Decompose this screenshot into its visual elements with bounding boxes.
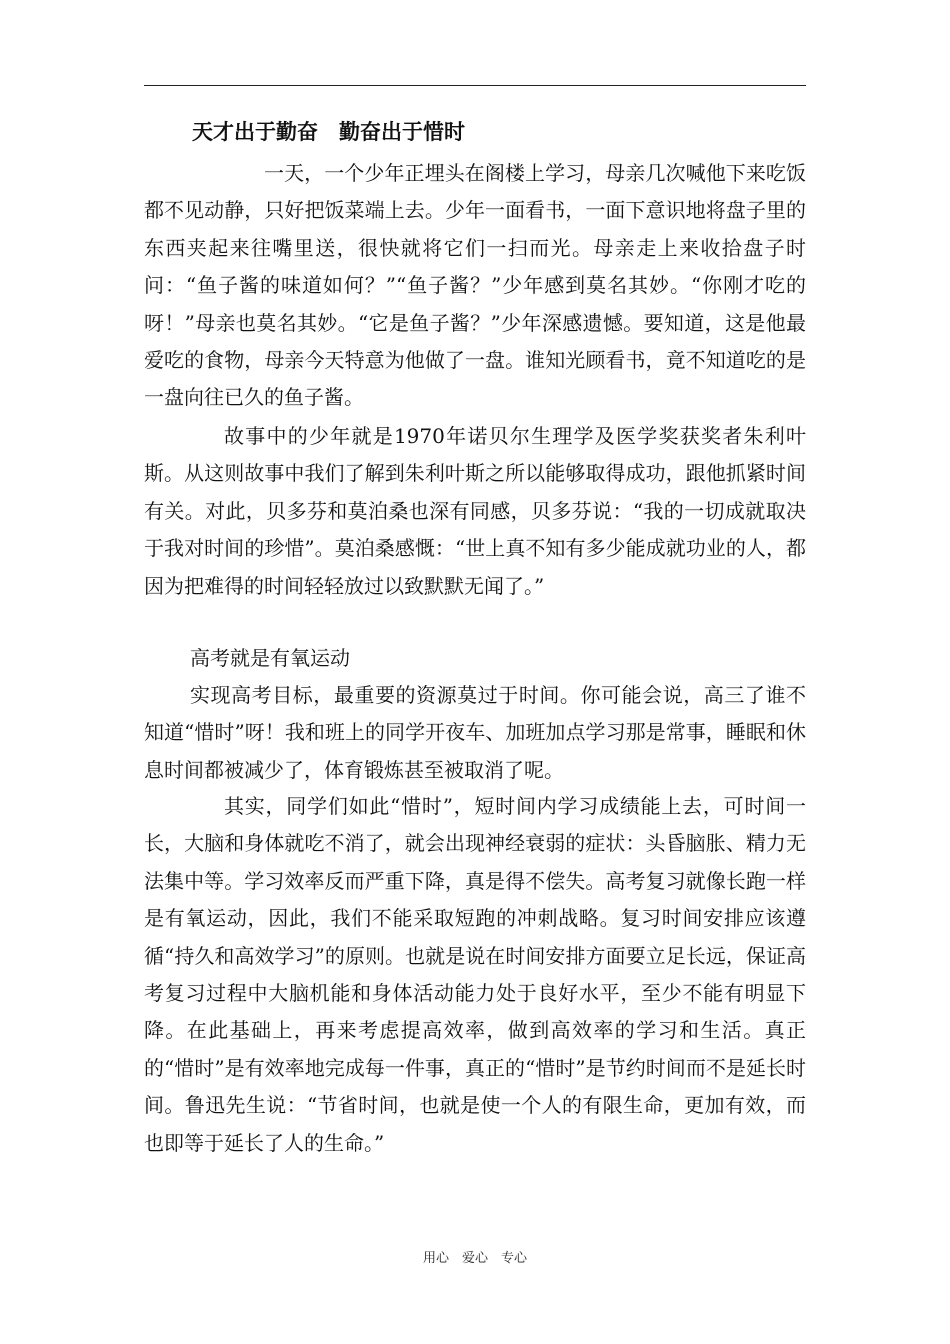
header-rule	[144, 85, 806, 86]
page-footer: 用心 爱心 专心	[422, 1251, 527, 1266]
article-title: 天才出于勤奋 勤奋出于惜时	[192, 120, 465, 144]
paragraph-exam-time: 实现高考目标，最重要的资源莫过于时间。你可能会说，高三了谁不知道“惜时”呀！我和班上的同学开夜车、加班加点学习那是常事，睡眠和休息时间都被减少了，体育锻炼甚至被取消了呢。	[144, 683, 806, 782]
paragraph-story: 一天，一个少年正埋头在阁楼上学习，母亲几次喊他下来吃饭都不见动静，只好把饭菜端上去。少年一面看书，一面下意识地将盘子里的东西夹起来往嘴里送，很快就将它们一扫而光。母亲走上来收拾盘子时问：“鱼子酱的味道如何？”“鱼子酱？”少年感到莫名其妙。“你刚才吃的呀！”母亲也莫名其妙。“它是鱼子酱？”少年深感遗憾。要知道，这是他最爱吃的食物，母亲今天特意为他做了一盘。谁知光顾看书，竟不知道吃的是一盘向往已久的鱼子酱。	[144, 161, 806, 410]
section-heading: 高考就是有氧运动	[190, 646, 350, 670]
paragraph-julius: 故事中的少年就是1970年诺贝尔生理学及医学奖获奖者朱利叶斯。从这则故事中我们了解到朱利叶斯之所以能够取得成功，跟他抓紧时间有关。对此，贝多芬和莫泊桑也深有同感，贝多芬说：“我的一切成就取决于我对时间的珍惜”。莫泊桑感慨：“世上真不知有多少能成就功业的人，都因为把难得的时间轻轻放过以致默默无闻了。”	[144, 424, 806, 598]
paragraph-efficiency: 其实，同学们如此“惜时”，短时间内学习成绩能上去，可时间一长，大脑和身体就吃不消了，就会出现神经衰弱的症状：头昏脑胀、精力无法集中等。学习效率反而严重下降，真是得不偿失。高考复习就像长跑一样是有氧运动，因此，我们不能采取短跑的冲刺战略。复习时间安排应该遵循“持久和高效学习”的原则。也就是说在时间安排方面要立足长远，保证高考复习过程中大脑机能和身体活动能力处于良好水平，至少不能有明显下降。在此基础上，再来考虑提高效率，做到高效率的学习和生活。真正的“惜时”是有效率地完成每一件事，真正的“惜时”是节约时间而不是延长时间。鲁迅先生说：“节省时间，也就是使一个人的有限生命，更加有效，而也即等于延长了人的生命。”	[144, 794, 806, 1155]
